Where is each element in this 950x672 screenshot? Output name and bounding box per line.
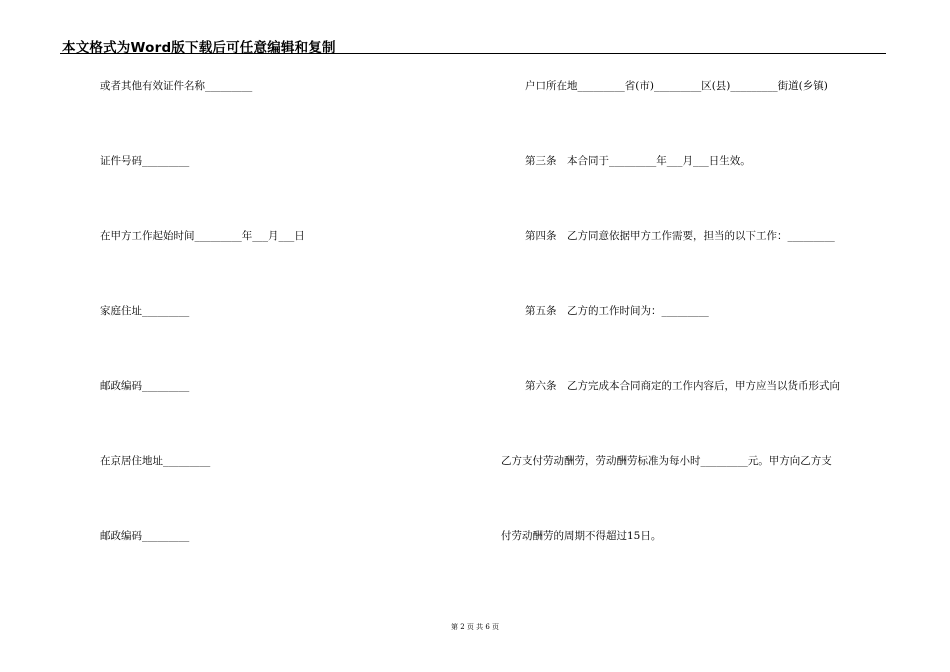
document-header-title: 本文格式为Word版下载后可任意编辑和复制: [62, 40, 336, 56]
left-line-id-document-name: 或者其他有效证件名称_________: [100, 80, 253, 92]
right-line-household-registration: 户口所在地_________省(市)_________区(县)_________街道(乡镇): [525, 80, 828, 92]
right-line-article-6-cont-1: 乙方支付劳动酬劳，劳动酬劳标准为每小时_________元。甲方向乙方支: [501, 455, 832, 467]
left-line-postal-code-2: 邮政编码_________: [100, 530, 190, 542]
left-line-id-number: 证件号码_________: [100, 155, 190, 167]
right-line-article-6: 第六条 乙方完成本合同商定的工作内容后，甲方应当以货币形式向: [525, 380, 840, 392]
right-line-article-6-cont-2: 付劳动酬劳的周期不得超过15日。: [501, 530, 662, 542]
left-line-home-address: 家庭住址_________: [100, 305, 190, 317]
header-divider: [60, 53, 886, 54]
right-line-article-4: 第四条 乙方同意依据甲方工作需要，担当的以下工作：_________: [525, 230, 835, 242]
left-line-postal-code: 邮政编码_________: [100, 380, 190, 392]
right-line-article-5: 第五条 乙方的工作时间为：_________: [525, 305, 709, 317]
left-line-beijing-address: 在京居住地址_________: [100, 455, 211, 467]
page-number: 第 2 页 共 6 页: [450, 623, 500, 631]
right-line-article-3: 第三条 本合同于_________年___月___日生效。: [525, 155, 751, 167]
left-line-start-date: 在甲方工作起始时间_________年___月___日: [100, 230, 305, 242]
